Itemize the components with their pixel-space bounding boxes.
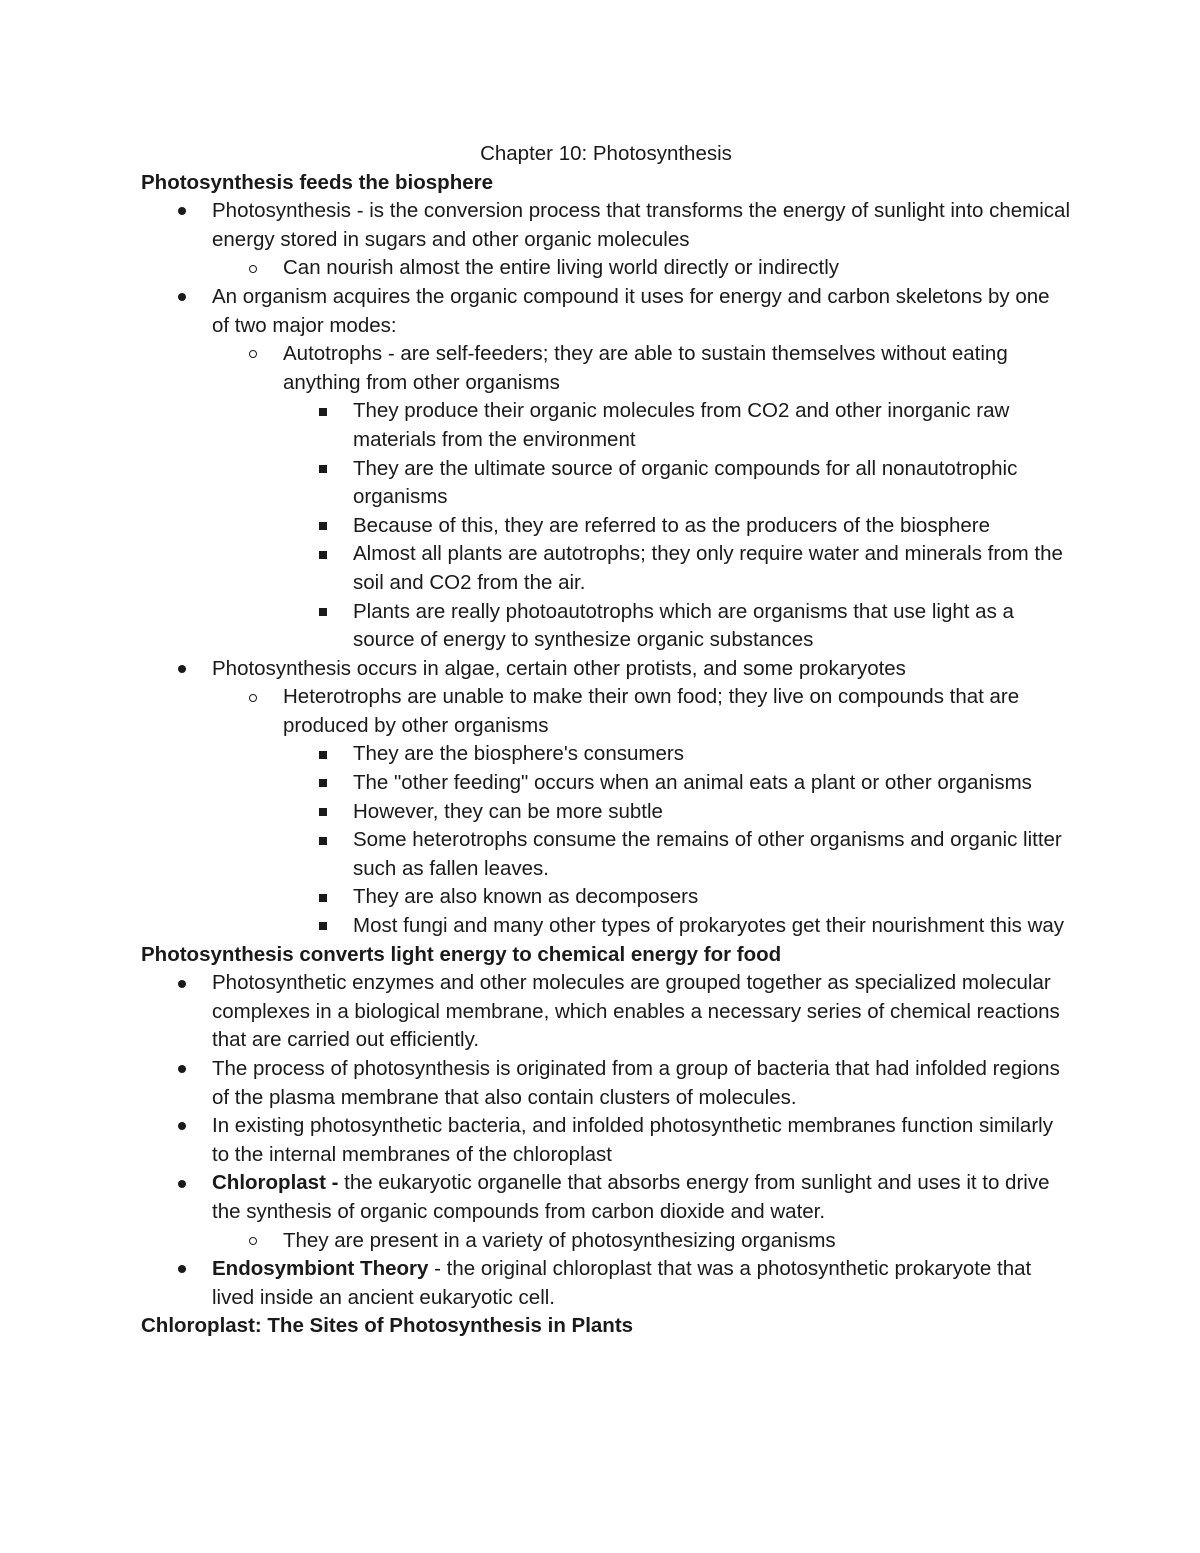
bullet-square-icon (316, 798, 330, 827)
list-item: Endosymbiont Theory - the original chloroplast that was a photosynthetic prokaryote that lived inside an ancient eukaryotic cell. (141, 1255, 1071, 1312)
list-item: The "other feeding" occurs when an animal eats a plant or other organisms (141, 769, 1071, 798)
list-item: They are present in a variety of photosynthesizing organisms (141, 1227, 1071, 1256)
bullet-dot-icon (175, 283, 189, 312)
bullet-square-icon (316, 598, 330, 627)
section-heading: Photosynthesis converts light energy to chemical energy for food (141, 942, 782, 966)
bullet-circle-icon (246, 340, 260, 369)
list-item: Plants are really photoautotrophs which are organisms that use light as a source of energy to synthesize organic substances (141, 598, 1071, 655)
list-item: Autotrophs - are self-feeders; they are able to sustain themselves without eating anything from other organisms (141, 340, 1071, 397)
bullet-square-icon (316, 540, 330, 569)
bullet-dot-icon (175, 1055, 189, 1084)
list-item: Photosynthesis occurs in algae, certain other protists, and some prokaryotes (141, 655, 1071, 684)
list-item: Most fungi and many other types of prokaryotes get their nourishment this way (141, 912, 1071, 941)
bullet-circle-icon (246, 683, 260, 712)
bullet-dot-icon (175, 1255, 189, 1284)
bullet-dot-icon (175, 1112, 189, 1141)
bullet-dot-icon (175, 197, 189, 226)
bullet-list (141, 969, 1071, 1312)
list-item: Photosynthetic enzymes and other molecules are grouped together as specialized molecular complexes in a biological membrane, which enables a necessary series of chemical reactions that are carried out efficiently. (141, 969, 1071, 1055)
list-item: They are the ultimate source of organic compounds for all nonautotrophic organisms (141, 455, 1071, 512)
bullet-dot-icon (175, 1169, 189, 1198)
bullet-circle-icon (246, 254, 260, 283)
list-item: The process of photosynthesis is originated from a group of bacteria that had infolded regions of the plasma membrane that also contain clusters of molecules. (141, 1055, 1071, 1112)
list-item: Some heterotrophs consume the remains of other organisms and organic litter such as fallen leaves. (141, 826, 1071, 883)
list-item: However, they can be more subtle (141, 798, 1071, 827)
bullet-square-icon (316, 826, 330, 855)
list-item: In existing photosynthetic bacteria, and infolded photosynthetic membranes function similarly to the internal membranes of the chloroplast (141, 1112, 1071, 1169)
list-item: Can nourish almost the entire living world directly or indirectly (141, 254, 1071, 283)
page-title: Chapter 10: Photosynthesis (480, 142, 732, 165)
bullet-square-icon (316, 397, 330, 426)
bullet-square-icon (316, 883, 330, 912)
bullet-square-icon (316, 740, 330, 769)
term-label: Chloroplast - (212, 1171, 339, 1195)
list-item: They are the biosphere's consumers (141, 740, 1071, 769)
bullet-square-icon (316, 512, 330, 541)
document-page (141, 140, 1071, 1341)
list-item: An organism acquires the organic compound it uses for energy and carbon skeletons by one of two major modes: (141, 283, 1071, 340)
section-heading: Chloroplast: The Sites of Photosynthesis in Plants (141, 1314, 634, 1338)
section-heading: Photosynthesis feeds the biosphere (141, 170, 493, 194)
term-label: Endosymbiont Theory (212, 1257, 429, 1281)
list-item: They are also known as decomposers (141, 883, 1071, 912)
bullet-dot-icon (175, 655, 189, 684)
bullet-square-icon (316, 769, 330, 798)
bullet-list (141, 197, 1071, 940)
bullet-square-icon (316, 455, 330, 484)
list-item: Heterotrophs are unable to make their own food; they live on compounds that are produced by other organisms (141, 683, 1071, 740)
list-item: Because of this, they are referred to as the producers of the biosphere (141, 512, 1071, 541)
list-item: Almost all plants are autotrophs; they only require water and minerals from the soil and CO2 from the air. (141, 540, 1071, 597)
bullet-circle-icon (246, 1227, 260, 1256)
bullet-square-icon (316, 912, 330, 941)
list-item: Chloroplast - the eukaryotic organelle that absorbs energy from sunlight and uses it to drive the synthesis of organic compounds from carbon dioxide and water. (141, 1169, 1071, 1226)
list-item: They produce their organic molecules from CO2 and other inorganic raw materials from the environment (141, 397, 1071, 454)
bullet-dot-icon (175, 969, 189, 998)
list-item: Photosynthesis - is the conversion process that transforms the energy of sunlight into chemical energy stored in sugars and other organic molecules (141, 197, 1071, 254)
